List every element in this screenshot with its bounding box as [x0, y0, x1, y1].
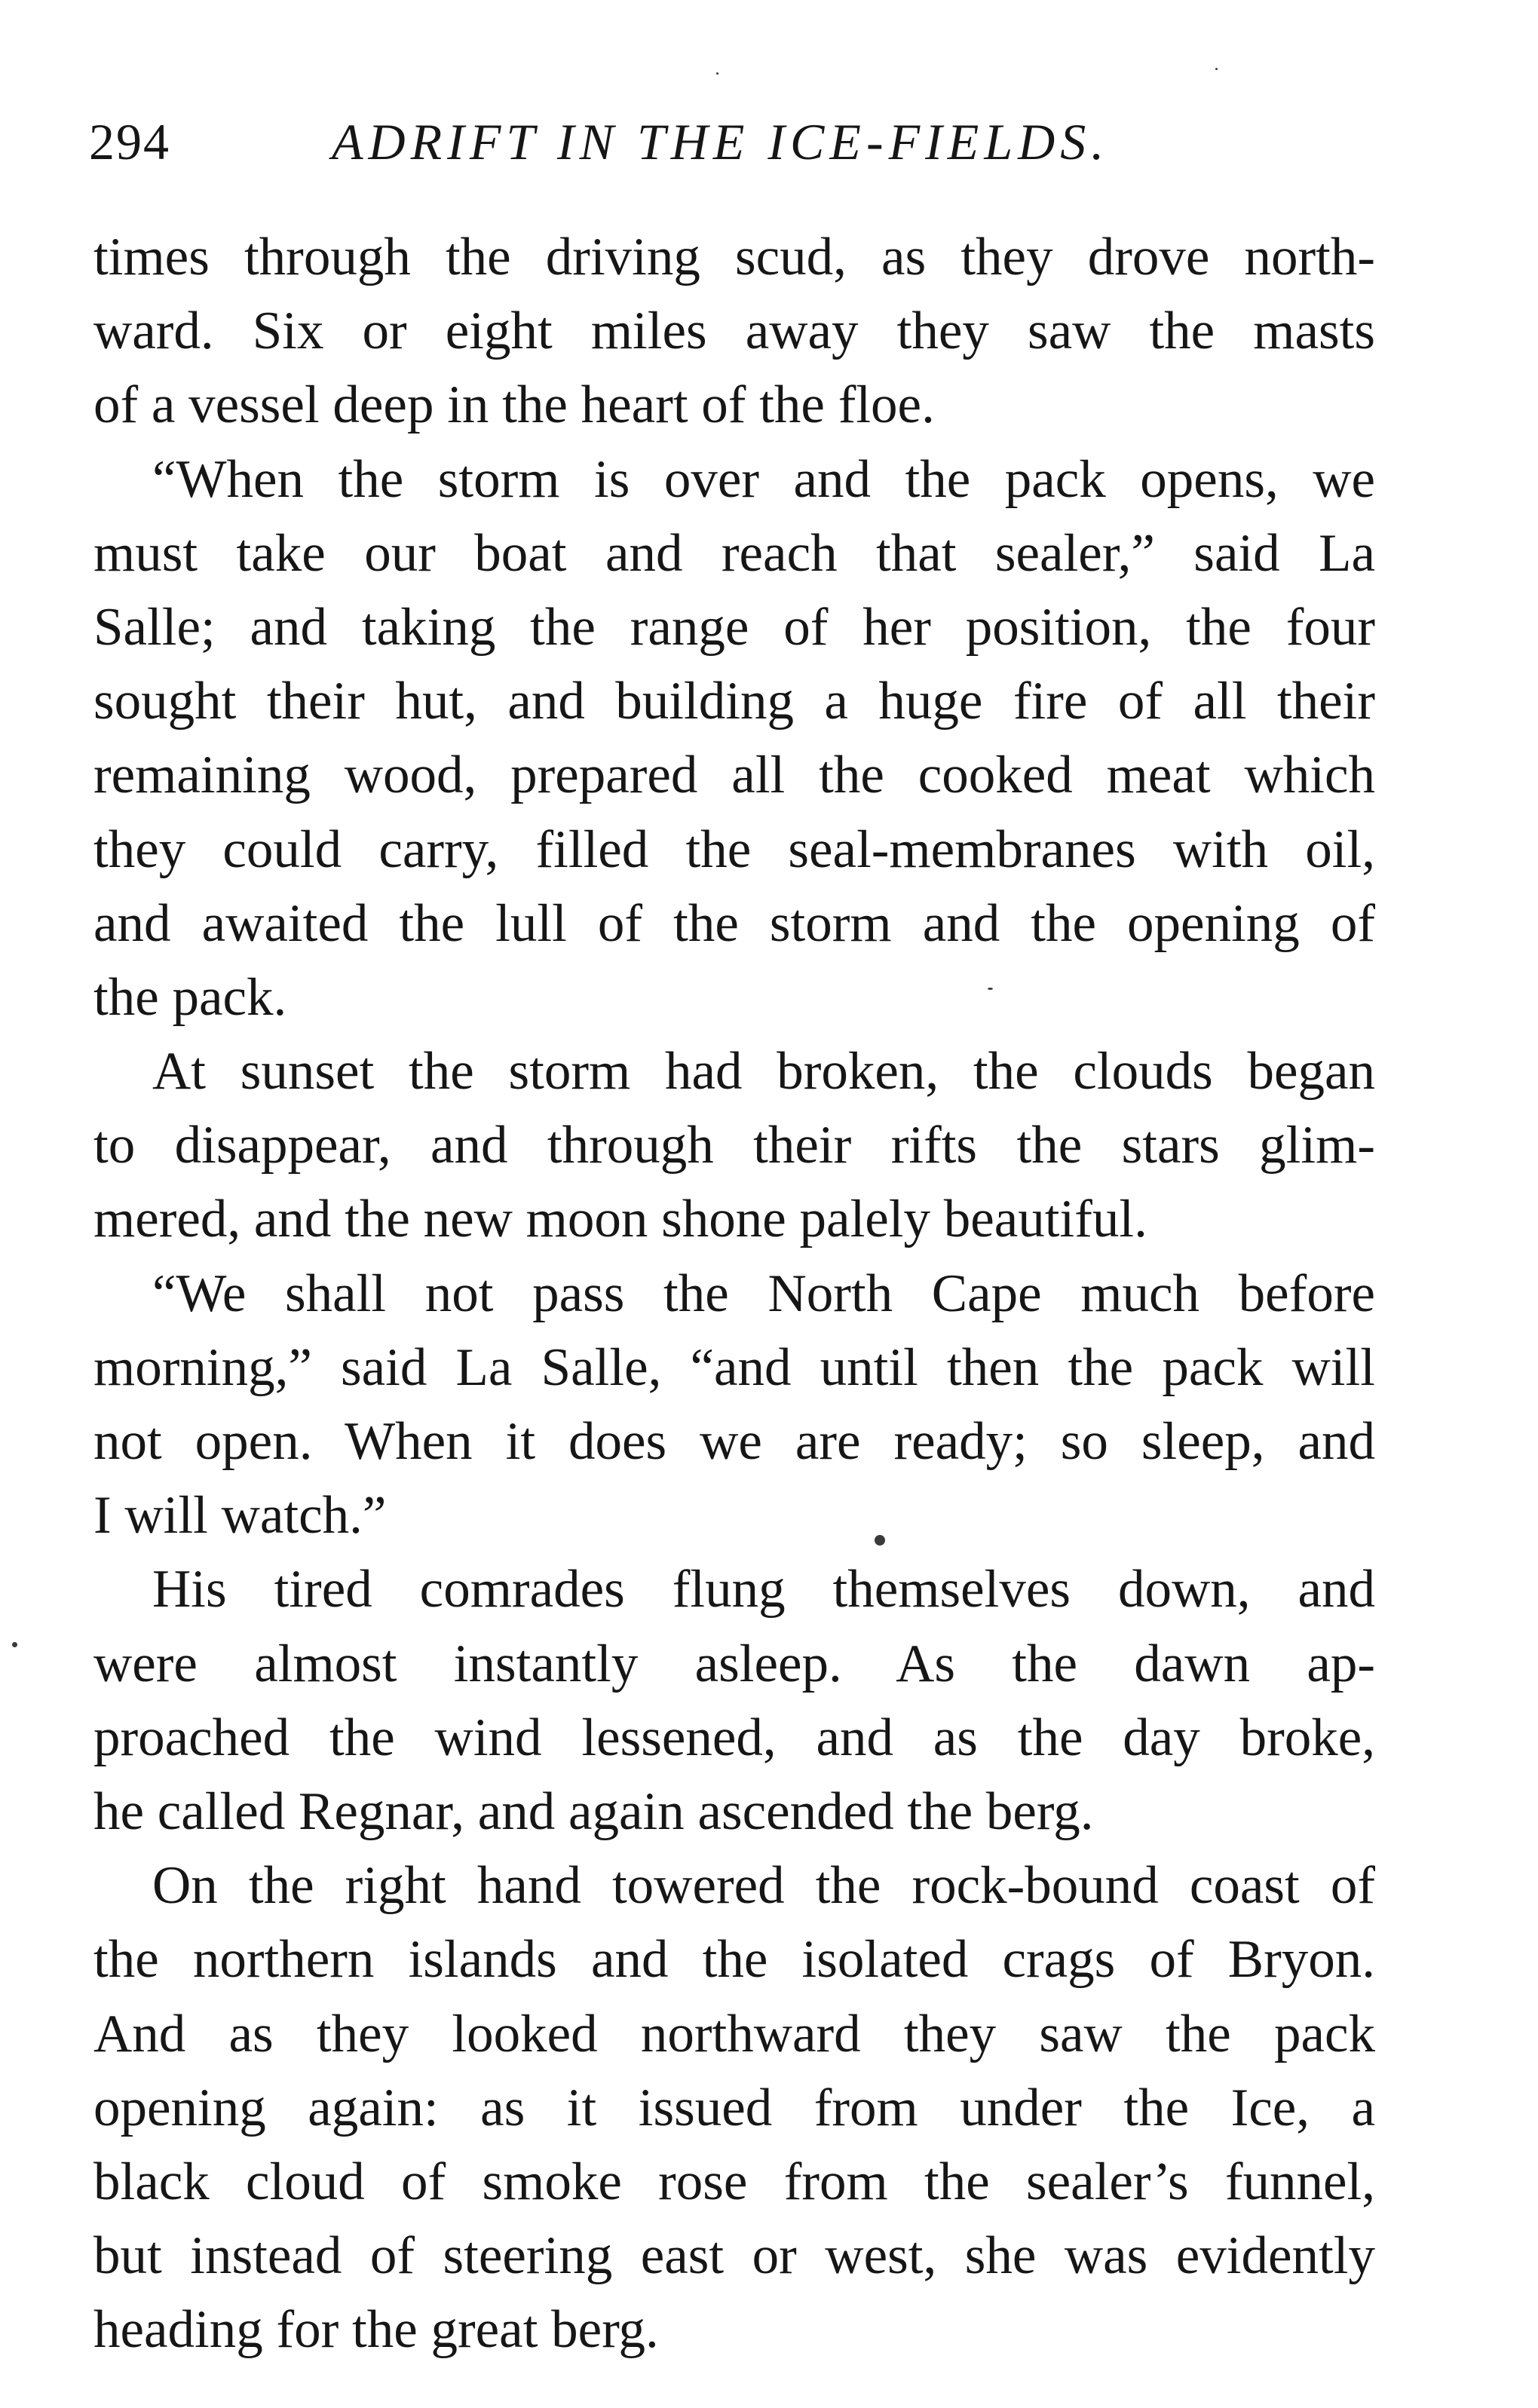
text-line: “When the storm is over and the pack opens, we	[152, 449, 1375, 509]
ink-speck	[716, 72, 718, 75]
text-line: mered, and the new moon shone palely beautiful.	[93, 1190, 1147, 1249]
text-line: morning,” said La Salle, “and until then the pack will	[93, 1337, 1375, 1397]
text-line: remaining wood, prepared all the cooked meat which	[93, 746, 1375, 805]
ink-speck	[875, 1535, 885, 1546]
text-line: to disappear, and through their rifts the stars glim-	[93, 1116, 1375, 1175]
text-line: not open. When it does we are ready; so sleep, and	[93, 1412, 1375, 1471]
text-line: of a vessel deep in the heart of the floe.	[93, 375, 935, 435]
text-line: must take our boat and reach that sealer,” said La	[93, 523, 1375, 583]
text-line: sought their hut, and building a huge fire of all their	[93, 672, 1375, 731]
text-line: the northern islands and the isolated crags of Bryon.	[93, 1930, 1375, 1990]
text-line: but instead of steering east or west, she was evidently	[93, 2226, 1375, 2286]
ink-speck	[988, 988, 993, 990]
text-line: His tired comrades flung themselves down, and	[152, 1560, 1375, 1619]
text-line: ward. Six or eight miles away they saw the masts	[93, 302, 1375, 361]
text-line: they could carry, filled the seal-membranes with oil,	[93, 820, 1375, 879]
text-line: proached the wind lessened, and as the day broke,	[93, 1708, 1375, 1767]
text-line: heading for the great berg.	[93, 2300, 659, 2360]
text-line: I will watch.”	[93, 1486, 387, 1546]
running-head	[89, 112, 1371, 172]
text-line: were almost instantly asleep. As the dawn ap-	[93, 1634, 1375, 1693]
text-line: Salle; and taking the range of her position, the four	[93, 597, 1375, 657]
text-line: On the right hand towered the rock-bound coast of	[152, 1856, 1375, 1916]
text-line: “We shall not pass the North Cape much before	[152, 1264, 1375, 1323]
text-line: At sunset the storm had broken, the clouds began	[152, 1042, 1375, 1101]
ink-speck	[12, 1642, 17, 1647]
body-text	[93, 220, 1375, 2367]
ink-speck	[1215, 68, 1218, 70]
text-line: black cloud of smoke rose from the sealer’s funnel,	[93, 2152, 1375, 2211]
text-line: times through the driving scud, as they drove north-	[93, 228, 1375, 286]
text-line: and awaited the lull of the storm and the opening of	[93, 893, 1375, 953]
page-number: 294	[89, 113, 170, 170]
text-line: he called Regnar, and again ascended the berg.	[93, 1781, 1094, 1841]
running-title: ADRIFT IN THE ICE-FIELDS.	[332, 113, 1110, 170]
text-line: opening again: as it issued from under the Ice, a	[93, 2078, 1375, 2137]
text-line: And as they looked northward they saw the pack	[93, 2004, 1375, 2063]
text-line: the pack.	[93, 967, 287, 1027]
